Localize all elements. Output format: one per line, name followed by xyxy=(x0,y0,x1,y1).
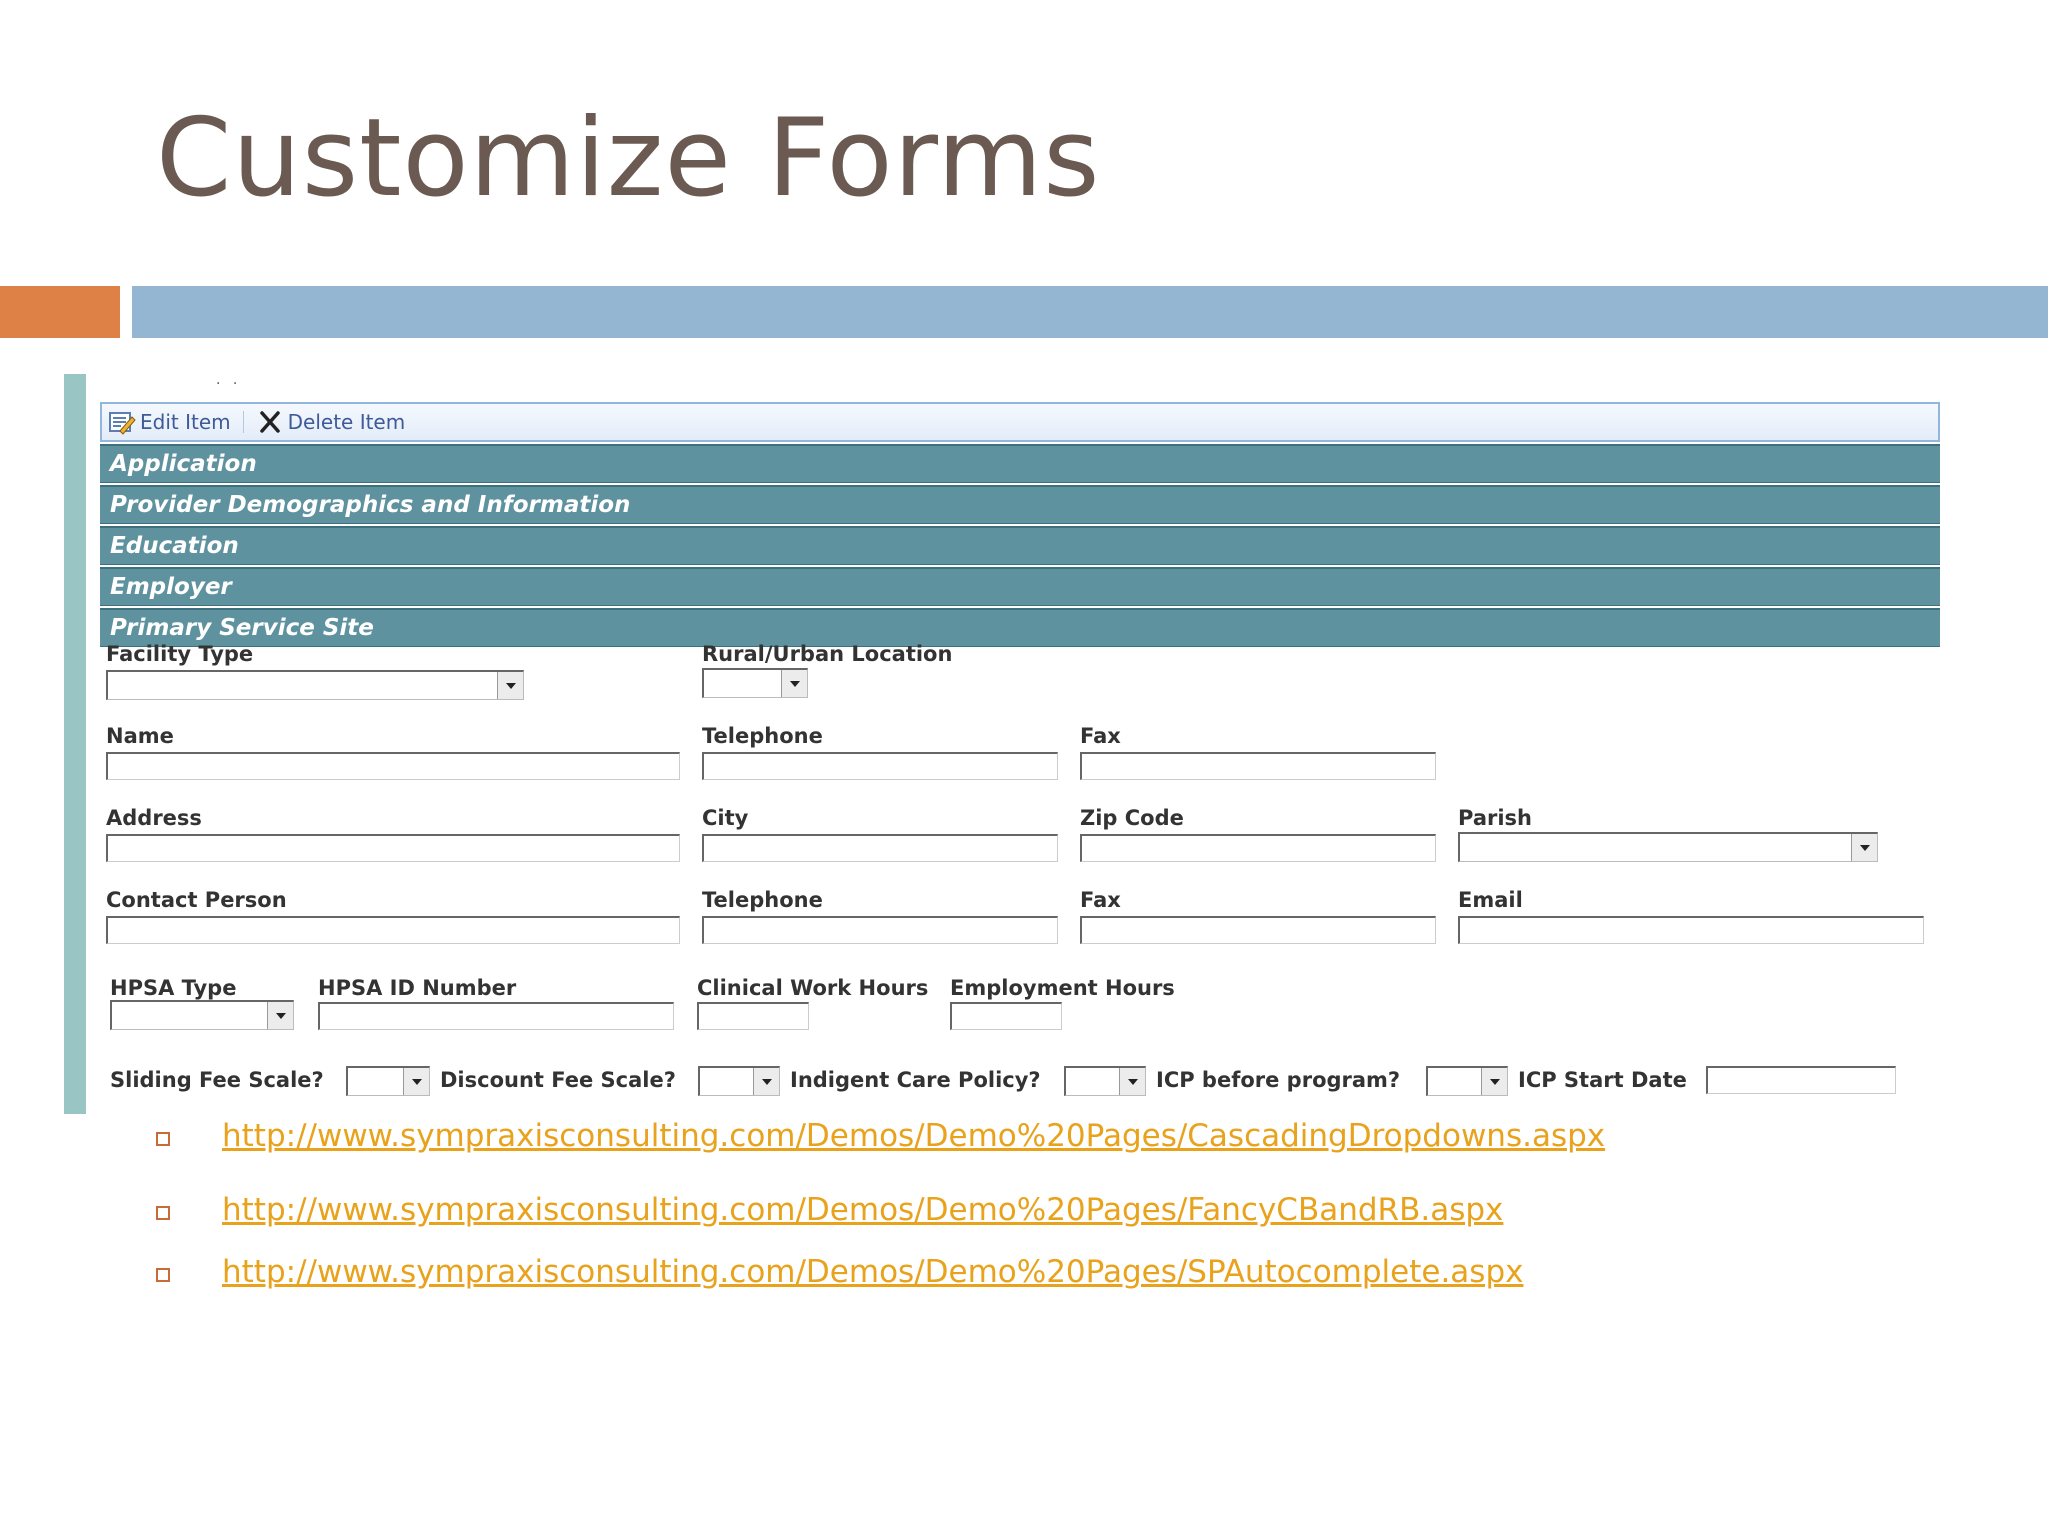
icp-before-select[interactable] xyxy=(1426,1066,1508,1096)
toolbar-separator xyxy=(243,411,244,433)
parish-label: Parish xyxy=(1458,806,1533,830)
chevron-down-icon xyxy=(1481,1068,1507,1095)
email-field[interactable] xyxy=(1458,916,1924,944)
accent-bar-blue xyxy=(132,286,2048,338)
edit-item-label: Edit Item xyxy=(140,410,231,434)
employment-hours-label: Employment Hours xyxy=(950,976,1175,1000)
hpsa-id-field[interactable] xyxy=(318,1002,674,1030)
delete-item-label: Delete Item xyxy=(287,410,406,434)
bullet-icon xyxy=(156,1268,170,1282)
link-cascading-dropdowns[interactable]: http://www.sympraxisconsulting.com/Demos/Demo%20Pages/CascadingDropdowns.aspx xyxy=(222,1118,1606,1154)
hpsa-id-label: HPSA ID Number xyxy=(318,976,517,1000)
city-field[interactable] xyxy=(702,834,1058,862)
section-employer[interactable]: Employer xyxy=(100,567,1940,606)
indigent-care-label: Indigent Care Policy? xyxy=(790,1068,1041,1092)
rural-urban-select[interactable] xyxy=(702,668,808,698)
telephone-label: Telephone xyxy=(702,724,823,748)
discount-fee-label: Discount Fee Scale? xyxy=(440,1068,676,1092)
list-item xyxy=(156,1254,1523,1290)
address-field[interactable] xyxy=(106,834,680,862)
contact-person-label: Contact Person xyxy=(106,888,287,912)
address-label: Address xyxy=(106,806,202,830)
clinical-work-hours-label: Clinical Work Hours xyxy=(697,976,929,1000)
edit-icon xyxy=(108,409,136,435)
contact-telephone-field[interactable] xyxy=(702,916,1058,944)
clinical-work-hours-field[interactable] xyxy=(697,1002,809,1030)
facility-type-select[interactable] xyxy=(106,670,524,700)
fax-field[interactable] xyxy=(1080,752,1436,780)
section-provider-demographics[interactable]: Provider Demographics and Information xyxy=(100,485,1940,524)
indigent-care-select[interactable] xyxy=(1064,1066,1146,1096)
icp-start-date-field[interactable] xyxy=(1706,1066,1896,1094)
delete-item-button[interactable] xyxy=(256,409,406,435)
name-label: Name xyxy=(106,724,174,748)
rural-urban-label: Rural/Urban Location xyxy=(702,642,953,666)
icp-before-label: ICP before program? xyxy=(1156,1068,1401,1092)
hpsa-type-label: HPSA Type xyxy=(110,976,237,1000)
link-fancy-cb-rb[interactable]: http://www.sympraxisconsulting.com/Demos/Demo%20Pages/FancyCBandRB.aspx xyxy=(222,1192,1504,1228)
contact-fax-label: Fax xyxy=(1080,888,1121,912)
telephone-field[interactable] xyxy=(702,752,1058,780)
accent-strip xyxy=(64,374,86,1114)
chevron-down-icon xyxy=(781,670,807,697)
accent-bar-orange xyxy=(0,286,120,338)
email-label: Email xyxy=(1458,888,1523,912)
section-application[interactable]: Application xyxy=(100,444,1940,483)
discount-fee-select[interactable] xyxy=(698,1066,780,1096)
bullet-icon xyxy=(156,1206,170,1220)
city-label: City xyxy=(702,806,749,830)
slide-title: Customize Forms xyxy=(156,96,1101,221)
fax-label: Fax xyxy=(1080,724,1121,748)
hpsa-type-select[interactable] xyxy=(110,1000,294,1030)
facility-type-label: Facility Type xyxy=(106,642,254,666)
section-primary-service-site[interactable]: Primary Service Site xyxy=(100,608,1940,647)
chevron-down-icon xyxy=(753,1068,779,1095)
icp-start-date-label: ICP Start Date xyxy=(1518,1068,1687,1092)
dots: . . xyxy=(216,372,242,388)
chevron-down-icon xyxy=(403,1068,429,1095)
name-field[interactable] xyxy=(106,752,680,780)
zip-code-label: Zip Code xyxy=(1080,806,1184,830)
sliding-fee-select[interactable] xyxy=(346,1066,430,1096)
sliding-fee-label: Sliding Fee Scale? xyxy=(110,1068,324,1092)
chevron-down-icon xyxy=(267,1002,293,1029)
edit-item-button[interactable] xyxy=(108,409,231,435)
chevron-down-icon xyxy=(497,672,523,699)
chevron-down-icon xyxy=(1851,834,1877,861)
zip-code-field[interactable] xyxy=(1080,834,1436,862)
link-sp-autocomplete[interactable]: http://www.sympraxisconsulting.com/Demos/Demo%20Pages/SPAutocomplete.aspx xyxy=(222,1254,1524,1290)
parish-select[interactable] xyxy=(1458,832,1878,862)
item-toolbar xyxy=(100,402,1940,442)
close-icon xyxy=(256,409,284,435)
bullet-icon xyxy=(156,1132,170,1146)
employment-hours-field[interactable] xyxy=(950,1002,1062,1030)
contact-fax-field[interactable] xyxy=(1080,916,1436,944)
form-screenshot xyxy=(64,372,1964,1114)
chevron-down-icon xyxy=(1119,1068,1145,1095)
contact-telephone-label: Telephone xyxy=(702,888,823,912)
section-list xyxy=(100,444,1940,649)
section-education[interactable]: Education xyxy=(100,526,1940,565)
list-item xyxy=(156,1118,1605,1154)
contact-person-field[interactable] xyxy=(106,916,680,944)
list-item xyxy=(156,1192,1503,1228)
